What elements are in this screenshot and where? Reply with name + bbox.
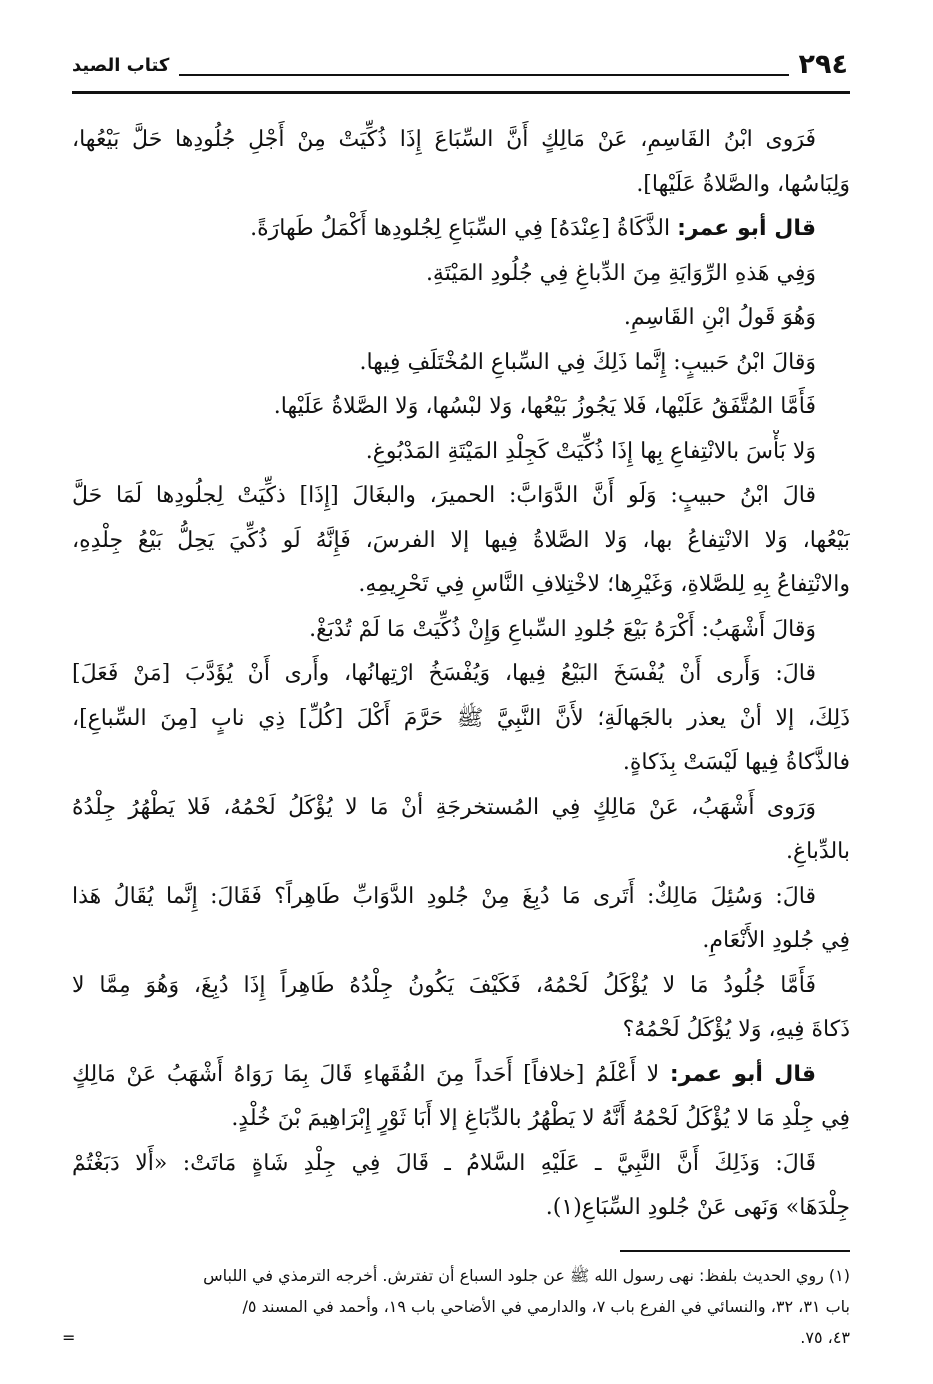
footnote-line: باب ٣١، ٣٢، والنسائي في الفرع باب ٧، والدارمي في الأضاحي باب ١٩، وأحمد في المسند ٥/	[242, 1297, 850, 1316]
line-text: والانْتِفاعُ بِهِ لِلصَّلاةِ، وَغَيْرِها؛ لاخْتِلافِ النَّاسِ فِي تَحْرِيمِهِ.	[358, 572, 850, 597]
speaker-lead: قال أبو عمر:	[677, 216, 816, 241]
line-text: لا أَعْلَمُ [خلافاً] أَحَداً مِنَ الفُقَهاءِ قَالَ بِمَا رَوَاهُ أَشْهَبُ عَنْ مَالِكٍ	[72, 1061, 660, 1087]
paragraph	[72, 474, 850, 608]
paragraph	[72, 608, 850, 653]
line-text: فالذَّكاةُ فِيها لَيْسَتْ بِذَكاةٍ.	[622, 750, 850, 775]
paragraph	[72, 207, 850, 252]
text-line	[72, 385, 850, 430]
paragraph	[72, 385, 850, 430]
text-line	[72, 652, 850, 697]
text-line	[72, 919, 850, 964]
line-text: وَرَوى أَشْهَبُ، عَنْ مَالِكٍ فِي المُستخرجَةِ أنْ مَا لا يُؤْكَلُ لَحْمُهُ، فَلا يَطْهُرُ جِلْدُهُ	[72, 794, 816, 820]
text-line	[72, 1053, 850, 1098]
text-line	[72, 207, 850, 252]
text-line	[72, 875, 850, 920]
header-divider	[72, 91, 850, 94]
line-text: فَأَمَّا المُتَّفَقُ عَلَيْها، فَلا يَجُوزُ بَيْعُها، وَلا لبْسُها، وَلا الصَّلاةُ عَلَيْها.	[273, 394, 816, 419]
text-line	[72, 474, 850, 519]
footnote-line: ٤٣، ٧٥.	[800, 1328, 850, 1347]
line-text: فِي جُلودِ الأَنْعَامِ.	[702, 928, 850, 953]
paragraph	[72, 786, 850, 875]
line-text: فِي جِلْدِ مَا لا يُؤْكَلُ لَحْمُهُ أَنَّهُ لا يَطْهُرُ بالدِّبَاغِ إلا أَبَا ثَوْرٍ إِبْرَاهِيمَ بْنَ خُلْدٍ.	[231, 1106, 850, 1131]
speaker-lead: قال أبو عمر:	[669, 1061, 816, 1087]
text-line	[72, 296, 850, 341]
line-text: ذَكاةَ فِيهِ، وَلا يُؤْكَلُ لَحْمُهُ؟	[622, 1017, 850, 1042]
line-text: الذَّكَاةُ [عِنْدَهُ] فِي السِّبَاعِ لِجُلودِها أَكْمَلُ طَهارَةً.	[250, 216, 671, 241]
text-line	[72, 430, 850, 475]
paragraph	[72, 430, 850, 475]
line-text: وَفِي هَذهِ الرِّوَايَةِ مِنَ الدِّباغِ فِي جُلُودِ المَيْتَةِ.	[425, 260, 816, 286]
main-text	[72, 118, 850, 1231]
page-number: ٢٩٤	[798, 49, 848, 80]
line-text: وَهُوَ قَولُ ابْنِ القَاسِمِ.	[623, 305, 816, 330]
footnote-divider	[620, 1250, 850, 1252]
paragraph	[72, 875, 850, 964]
line-text: بَيْعُها، وَلا الانْتِفاعُ بها، وَلا الصَّلاةُ فِيها إلا الفرسَ، فَإِنَّهُ لَو ذُكِّيَ يَحِلُّ بَيْعُ جِلْدِهِ،	[72, 527, 850, 553]
line-text: وَقالَ ابْنُ حَبيبٍ: إِنَّما ذَلِكَ فِي السِّباعِ المُخْتَلَفِ فِيها.	[359, 349, 816, 375]
line-text: قالَ: وَسُئِلَ مَالِكٌ: أَتَرى مَا دُبِغَ مِنْ جُلودِ الدَّوَابِّ طَاهِراً؟ فَقَالَ: إِنَّما يُقَالُ هَذا	[72, 883, 816, 909]
text-line	[72, 1142, 850, 1187]
paragraph	[72, 1053, 850, 1142]
line-text: ذَلِكَ، إلا أنْ يعذر بالجَهالَةِ؛ لأَنَّ النَّبِيَّ ﷺ حَرَّمَ أَكْلَ [كُلِّ] ذِي نابٍ [مِنَ السِّباعِ]،	[72, 705, 850, 731]
text-line	[72, 1186, 850, 1231]
line-text: قالَ ابْنُ حبيبٍ: وَلَو أَنَّ الدَّوَابَّ: الحميرَ، والبغَالَ [إِذَا] ذكِّيَتْ لِجلُودِها لَمَا حَلَّ	[72, 483, 816, 508]
running-title: كتاب الصيد	[72, 55, 170, 76]
paragraph	[72, 341, 850, 386]
paragraph	[72, 252, 850, 297]
text-line	[72, 964, 850, 1009]
text-line	[72, 341, 850, 386]
text-line	[72, 830, 850, 875]
paragraph	[72, 964, 850, 1053]
paragraph	[72, 296, 850, 341]
line-text: بالدِّباغِ.	[785, 839, 850, 864]
paragraph	[72, 652, 850, 786]
text-line	[72, 163, 850, 208]
paragraph	[72, 1142, 850, 1231]
text-line	[72, 741, 850, 786]
text-line	[72, 519, 850, 564]
page-header	[72, 40, 848, 80]
line-text: وَلِبَاسُها، والصَّلاةُ عَلَيْها].	[636, 171, 850, 197]
text-line	[72, 118, 850, 163]
paragraph	[72, 118, 850, 207]
line-text: جِلْدَهَا» وَنَهى عَنْ جُلودِ السِّبَاعِ(١).	[545, 1195, 850, 1220]
text-line	[72, 1097, 850, 1142]
continuation-mark: =	[62, 1328, 76, 1347]
line-text: قالَ: وَأَرى أَنْ يُفْسَخَ البَيْعُ فِيها، وَيُفْسَخُ ارْتِهانُها، وأَرى أَنْ يُؤَدَّبَ [مَنْ فَعَلَ]	[72, 661, 816, 686]
line-text: قَالَ: وَذَلِكَ أَنَّ النَّبِيَّ ـ عَلَيْهِ السَّلامُ ـ قَالَ فِي جِلْدِ شَاةٍ مَاتَتْ: «أَلا دَبَغْتُمْ	[72, 1150, 816, 1176]
text-line	[72, 786, 850, 831]
line-text: فَرَوى ابْنُ القَاسِمِ، عَنْ مَالِكٍ أَنَّ السِّبَاعَ إِذَا ذُكِّيَتْ مِنْ أَجْلِ جُلُودِها حَلَّ بَيْعُها،	[72, 127, 816, 152]
line-text: فَأَمَّا جُلُودُ مَا لا يُؤْكَلُ لَحْمُهُ، فَكَيْفَ يَكُونُ جِلْدُهُ طَاهِراً إِذَا دُبِغَ، وَهُوَ مِمَّا لا	[72, 972, 816, 998]
text-line	[72, 697, 850, 742]
line-text: وَلا بَأْسَ بالانْتِفاعِ بِها إِذَا ذُكِّيَتْ كَجِلْدِ المَيْتَةِ المَدْبُوغِ.	[365, 438, 816, 464]
text-line	[72, 563, 850, 608]
footnote	[72, 1260, 850, 1353]
text-line	[72, 1008, 850, 1053]
text-line	[72, 252, 850, 297]
line-text: وَقالَ أَشْهَبُ: أَكْرَهُ بَيْعَ جُلودِ السِّباعِ وَإِنْ ذُكِّيَتْ مَا لَمْ تُدْبَغْ.	[309, 616, 816, 642]
header-rule	[179, 74, 788, 76]
footnote-line: (١) روي الحديث بلفظ: نهى رسول الله ﷺ عن جلود السباع أن تفترش. أخرجه الترمذي في اللباس	[203, 1266, 850, 1285]
text-line	[72, 608, 850, 653]
